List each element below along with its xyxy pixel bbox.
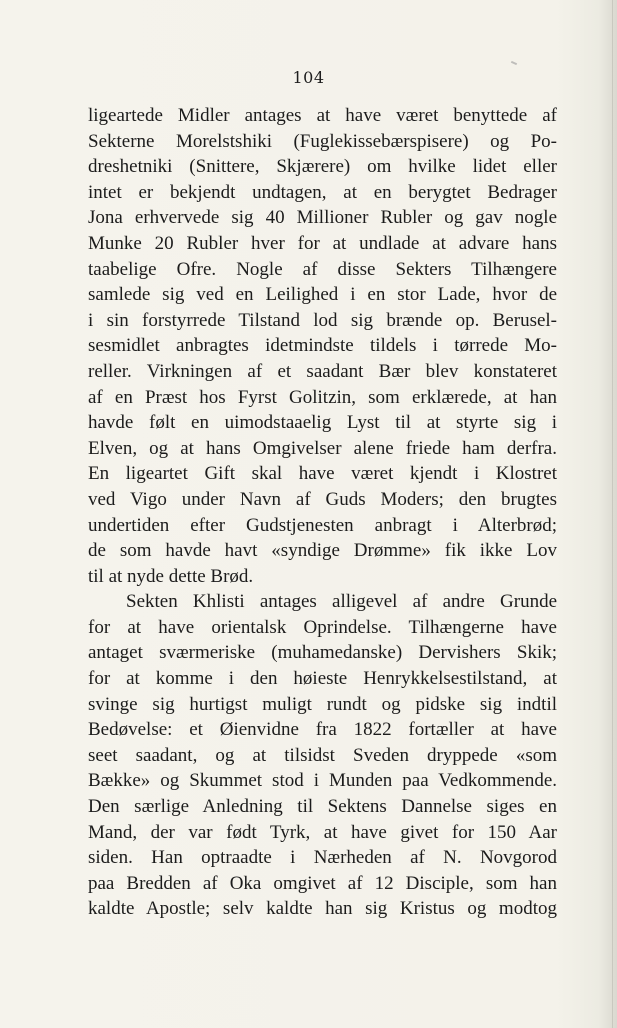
text-line: ved Vigo under Navn af Guds Moders; den brugtes: [88, 488, 557, 510]
text-line: havde følt en uimodstaaelig Lyst til at styrte sig i: [88, 412, 557, 434]
text-line: seet saadant, og at tilsidst Sveden dryppede «som: [88, 744, 557, 766]
page-number: 104: [292, 68, 325, 87]
text-line: Elven, og at hans Omgivelser alene friede ham derfra.: [88, 437, 557, 459]
text-line: undertiden efter Gudstjenesten anbragt i Alterbrød;: [88, 514, 557, 536]
text-line: intet er bekjendt undtagen, at en berygtet Bedrager: [88, 181, 557, 203]
text-line: siden. Han optraadte i Nærheden af N. Novgorod: [88, 847, 557, 869]
text-line: ligeartede Midler antages at have været benyttede af: [88, 105, 557, 126]
text-line: antaget sværmeriske (muhamedanske) Dervishers Skik;: [88, 642, 557, 664]
paragraph-start-line: Sekten Khlisti antages alligevel af andre Grunde: [126, 591, 557, 613]
text-line: for at have orientalsk Oprindelse. Tilhængerne have: [88, 616, 557, 638]
text-line: kaldte Apostle; selv kaldte han sig Kristus og modtog: [88, 898, 557, 920]
text-line: Mand, der var født Tyrk, at have givet for 150 Aar: [88, 821, 557, 843]
text-line: Den særlige Anledning til Sektens Dannelse siges en: [88, 796, 557, 818]
text-line: reller. Virkningen af et saadant Bær blev konstateret: [88, 360, 557, 382]
text-line: for at komme i den høieste Henrykkelsestilstand, at: [88, 668, 557, 690]
text-line: Bække» og Skummet stod i Munden paa Vedkommende.: [88, 770, 557, 792]
text-line: samlede sig ved en Leilighed i en stor Lade, hvor de: [88, 284, 557, 306]
text-line: dreshetniki (Snittere, Skjærere) om hvilke lidet eller: [88, 156, 557, 178]
text-line: sesmidlet anbragtes idetmindste tildels i tørrede Mo-: [88, 335, 557, 357]
page-edge: [612, 0, 613, 1028]
text-line: paa Bredden af Oka omgivet af 12 Disciple, som han: [88, 872, 557, 894]
text-line: i sin forstyrrede Tilstand lod sig brænde op. Berusel-: [88, 309, 557, 331]
text-line: taabelige Ofre. Nogle af disse Sekters Tilhængere: [88, 258, 557, 280]
text-line: Munke 20 Rubler hver for at undlade at advare hans: [88, 232, 557, 254]
paper-speck: [511, 61, 517, 65]
text-line: svinge sig hurtigst muligt rundt og pidske sig indtil: [88, 693, 557, 715]
text-line: En ligeartet Gift skal have været kjendt i Klostret: [88, 463, 557, 485]
text-line: af en Præst hos Fyrst Golitzin, som erklærede, at han: [88, 386, 557, 408]
text-line: Bedøvelse: et Øienvidne fra 1822 fortæller at have: [88, 719, 557, 741]
text-line: de som havde havt «syndige Drømme» fik ikke Lov: [88, 540, 557, 562]
paragraph-end-line: til at nyde dette Brød.: [88, 565, 254, 587]
text-line: Jona erhvervede sig 40 Millioner Rubler og gav nogle: [88, 207, 557, 229]
body-text: [88, 103, 557, 922]
text-line: Sekterne Morelstshiki (Fuglekissebærspisere) og Po-: [88, 130, 557, 152]
